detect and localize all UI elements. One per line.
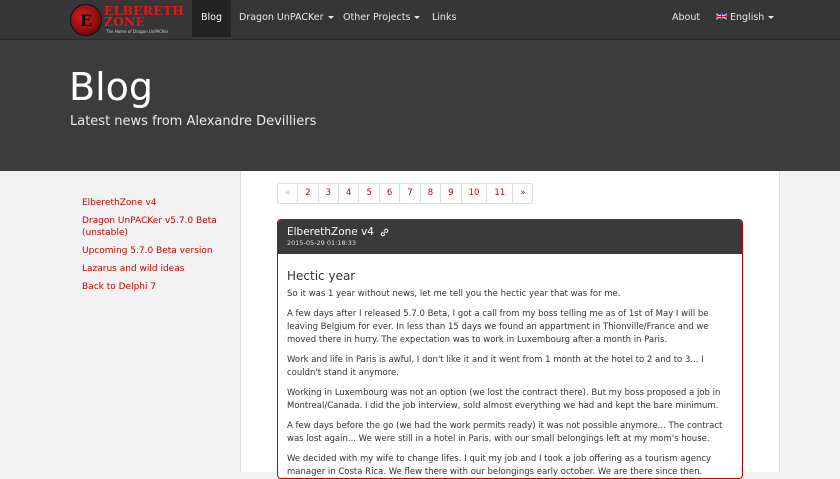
nav-dragon-unpacker-label: Dragon UnPACKer: [239, 12, 324, 23]
post-paragraph: A few days before the go (we had the work permits ready) it was not possible anymore... The contract was lost again... We were still in a hotel in Paris, with our small belongings left at my mom's house.: [287, 421, 723, 444]
pagination-page[interactable]: 8: [420, 184, 440, 203]
nav-blog[interactable]: Blog: [192, 0, 231, 37]
pagination-page[interactable]: 6: [379, 184, 399, 203]
sidebar-item-lazarus[interactable]: Lazarus and wild ideas: [82, 264, 185, 274]
nav-other-projects-label: Other Projects: [343, 12, 411, 23]
sidebar: [70, 197, 235, 299]
pagination: [277, 183, 533, 204]
pagination-prev[interactable]: «: [285, 188, 291, 198]
pagination-page[interactable]: 4: [338, 184, 358, 203]
pagination-page[interactable]: 3: [318, 184, 338, 203]
post-body: [278, 254, 742, 479]
post-date: 2015-05-29 01:18:33: [287, 239, 357, 247]
site-logo[interactable]: [70, 4, 188, 36]
pagination-page[interactable]: 9: [440, 184, 460, 203]
sidebar-item-upcoming-570[interactable]: Upcoming 5.7.0 Beta version: [82, 246, 213, 256]
post-header: [278, 220, 742, 254]
pagination-page[interactable]: 5: [358, 184, 378, 203]
logo-title-line1: ELBERETH: [104, 4, 185, 18]
nav-links[interactable]: Links: [432, 12, 457, 23]
blog-post: [277, 219, 743, 479]
logo-emblem: E: [70, 4, 102, 36]
caret-down-icon: [768, 16, 774, 19]
pagination-page[interactable]: 11: [486, 184, 512, 203]
caret-down-icon: [328, 16, 334, 19]
pagination-next[interactable]: »: [512, 184, 532, 203]
permalink-icon[interactable]: [380, 228, 389, 237]
post-title[interactable]: ElberethZone v4: [287, 226, 374, 238]
post-paragraph: We decided with my wife to change lifes. I quit my job and I took a job offering as a tourism agency manager in Costa Rica. We flew there with our belongings early october. We are there since then.: [287, 454, 712, 477]
pagination-page[interactable]: 2: [297, 184, 317, 203]
logo-title-line2: ZONE: [104, 15, 146, 29]
post-paragraph: Work and life in Paris is awful, I don't like it and it went from 1 month at the hotel to 2 and to 3... I couldn't stand it anymore.: [287, 355, 704, 378]
page-subtitle: Latest news from Alexandre Devilliers: [70, 114, 317, 129]
logo-subtitle: The Home of Dragon UnPACKer: [106, 29, 169, 34]
pagination-page[interactable]: 10: [461, 184, 487, 203]
nav-about[interactable]: About: [672, 12, 701, 23]
post-paragraph: So it was 1 year without news, let me tell you the hectic year that was for me.: [287, 289, 621, 299]
caret-down-icon: [414, 16, 420, 19]
uk-flag-icon: [716, 13, 727, 20]
pagination-page[interactable]: 7: [399, 184, 419, 203]
nav-language-label: English: [730, 12, 765, 23]
post-paragraph: A few days after I released 5.7.0 Beta, I got a call from my boss telling me as of 1st of May I will be leaving Belgium for ever. In less than 15 days we found an appartment in Thionville/France and we moved there in hurry. The expectation was to work in Luxembourg after a month in Paris.: [287, 309, 709, 345]
nav-dragon-unpacker[interactable]: [239, 0, 334, 37]
page-title: Blog: [69, 65, 153, 109]
sidebar-item-elberethzone-v4[interactable]: ElberethZone v4: [82, 198, 157, 208]
post-heading: Hectic year: [287, 269, 356, 283]
sidebar-item-delphi-7[interactable]: Back to Delphi 7: [82, 282, 157, 292]
post-paragraph: Working in Luxembourg was not an option (we lost the contract there). But my boss proposed a job in Montreal/Canada. I did the job interview, sold almost everything we had and kept the bare minimum.: [287, 388, 721, 411]
nav-language[interactable]: [716, 0, 774, 37]
nav-other-projects[interactable]: [343, 0, 420, 37]
top-navbar: [0, 0, 840, 40]
sidebar-item-dup-570-beta[interactable]: Dragon UnPACKer v5.7.0 Beta (unstable): [82, 216, 217, 238]
